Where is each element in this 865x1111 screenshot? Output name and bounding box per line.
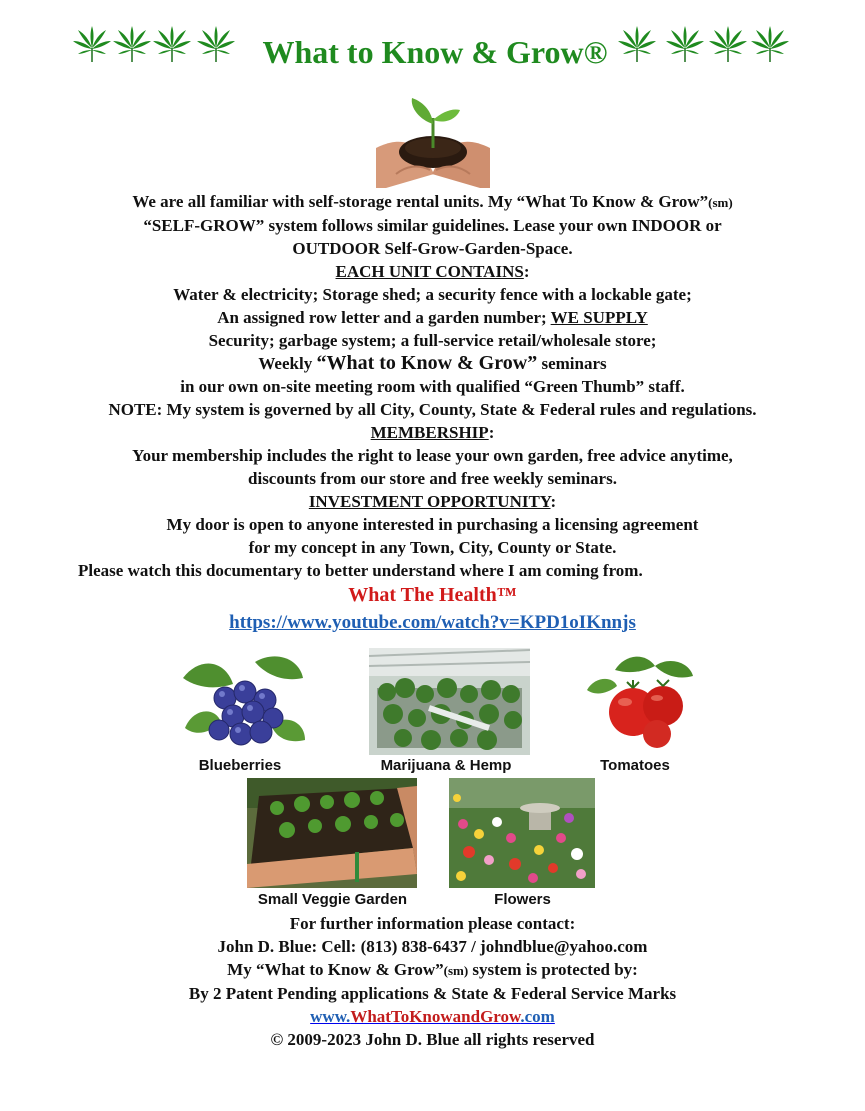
flowers-caption: Flowers [494, 891, 551, 908]
cannabis-leaf-icon [617, 24, 657, 64]
main-text [20, 190, 845, 636]
cannabis-leaf-icon [112, 24, 152, 64]
unit-line: in our own on-site meeting room with qualified “Green Thumb” staff. [180, 377, 685, 396]
cannabis-leaf-icon [152, 24, 192, 64]
page-title: What to Know & Grow® [262, 34, 608, 70]
youtube-link[interactable]: https://www.youtube.com/watch?v=KPD1oIKnnjs [229, 612, 636, 633]
we-supply-heading: WE SUPPLY [550, 308, 648, 327]
cannabis-leaf-icon [196, 24, 236, 64]
unit-line: An assigned row letter and a garden number; WE SUPPLY [217, 308, 648, 327]
blueberries-caption: Blueberries [198, 757, 282, 774]
cannabis-leaf-icon [708, 24, 748, 64]
investment-line: My door is open to anyone interested in purchasing a licensing agreement [166, 515, 699, 534]
intro-line: “SELF-GROW” system follows similar guidelines. Lease your own INDOOR or [143, 216, 722, 235]
copyright: © 2009-2023 John D. Blue all rights reserved [270, 1030, 595, 1049]
investment-line: for my concept in any Town, City, County or State. [248, 538, 617, 557]
hemp-caption: Marijuana & Hemp [380, 757, 512, 774]
blueberries-image [175, 648, 310, 756]
contact-info: John D. Blue: Cell: (813) 838-6437 / johndblue@yahoo.com [217, 937, 648, 956]
unit-heading: EACH UNIT CONTAINS: [335, 262, 530, 281]
note-line: NOTE: My system is governed by all City, County, State & Federal rules and regulations. [108, 400, 757, 419]
veggie-caption: Small Veggie Garden [257, 891, 408, 908]
website-link[interactable]: www.WhatToKnowandGrow.com [310, 1007, 555, 1026]
cannabis-leaf-icon [750, 24, 790, 64]
hands-with-seedling-image [376, 78, 490, 188]
cannabis-leaf-icon [665, 24, 705, 64]
membership-heading: MEMBERSHIP: [370, 423, 495, 442]
greenhouse-hemp-image [369, 648, 530, 755]
investment-heading: INVESTMENT OPPORTUNITY: [308, 492, 557, 511]
intro-line: We are all familiar with self-storage rental units. My “What To Know & Grow”(sm) [132, 192, 733, 211]
unit-line: Weekly “What to Know & Grow” seminars [258, 352, 607, 374]
membership-line: discounts from our store and free weekly seminars. [248, 469, 617, 488]
cannabis-leaf-icon [72, 24, 112, 64]
protection-line: My “What to Know & Grow”(sm) system is protected by: [227, 960, 638, 979]
footer [20, 912, 845, 1051]
membership-line: Your membership includes the right to lease your own garden, free advice anytime, [132, 446, 733, 465]
header [0, 22, 865, 72]
contact-intro: For further information please contact: [289, 914, 576, 933]
unit-line: Water & electricity; Storage shed; a security fence with a lockable gate; [173, 285, 692, 304]
intro-line: OUTDOOR Self-Grow-Garden-Space. [292, 239, 573, 258]
tomatoes-image [585, 650, 697, 755]
unit-line: Security; garbage system; a full-service retail/wholesale store; [208, 331, 657, 350]
investment-line: Please watch this documentary to better understand where I am coming from. [78, 561, 643, 580]
tomatoes-caption: Tomatoes [600, 757, 670, 774]
flowers-image [449, 778, 595, 888]
patent-line: By 2 Patent Pending applications & State & Federal Service Marks [188, 984, 677, 1003]
raised-bed-garden-image [247, 778, 417, 888]
documentary-title: What The Health™ [348, 584, 517, 606]
